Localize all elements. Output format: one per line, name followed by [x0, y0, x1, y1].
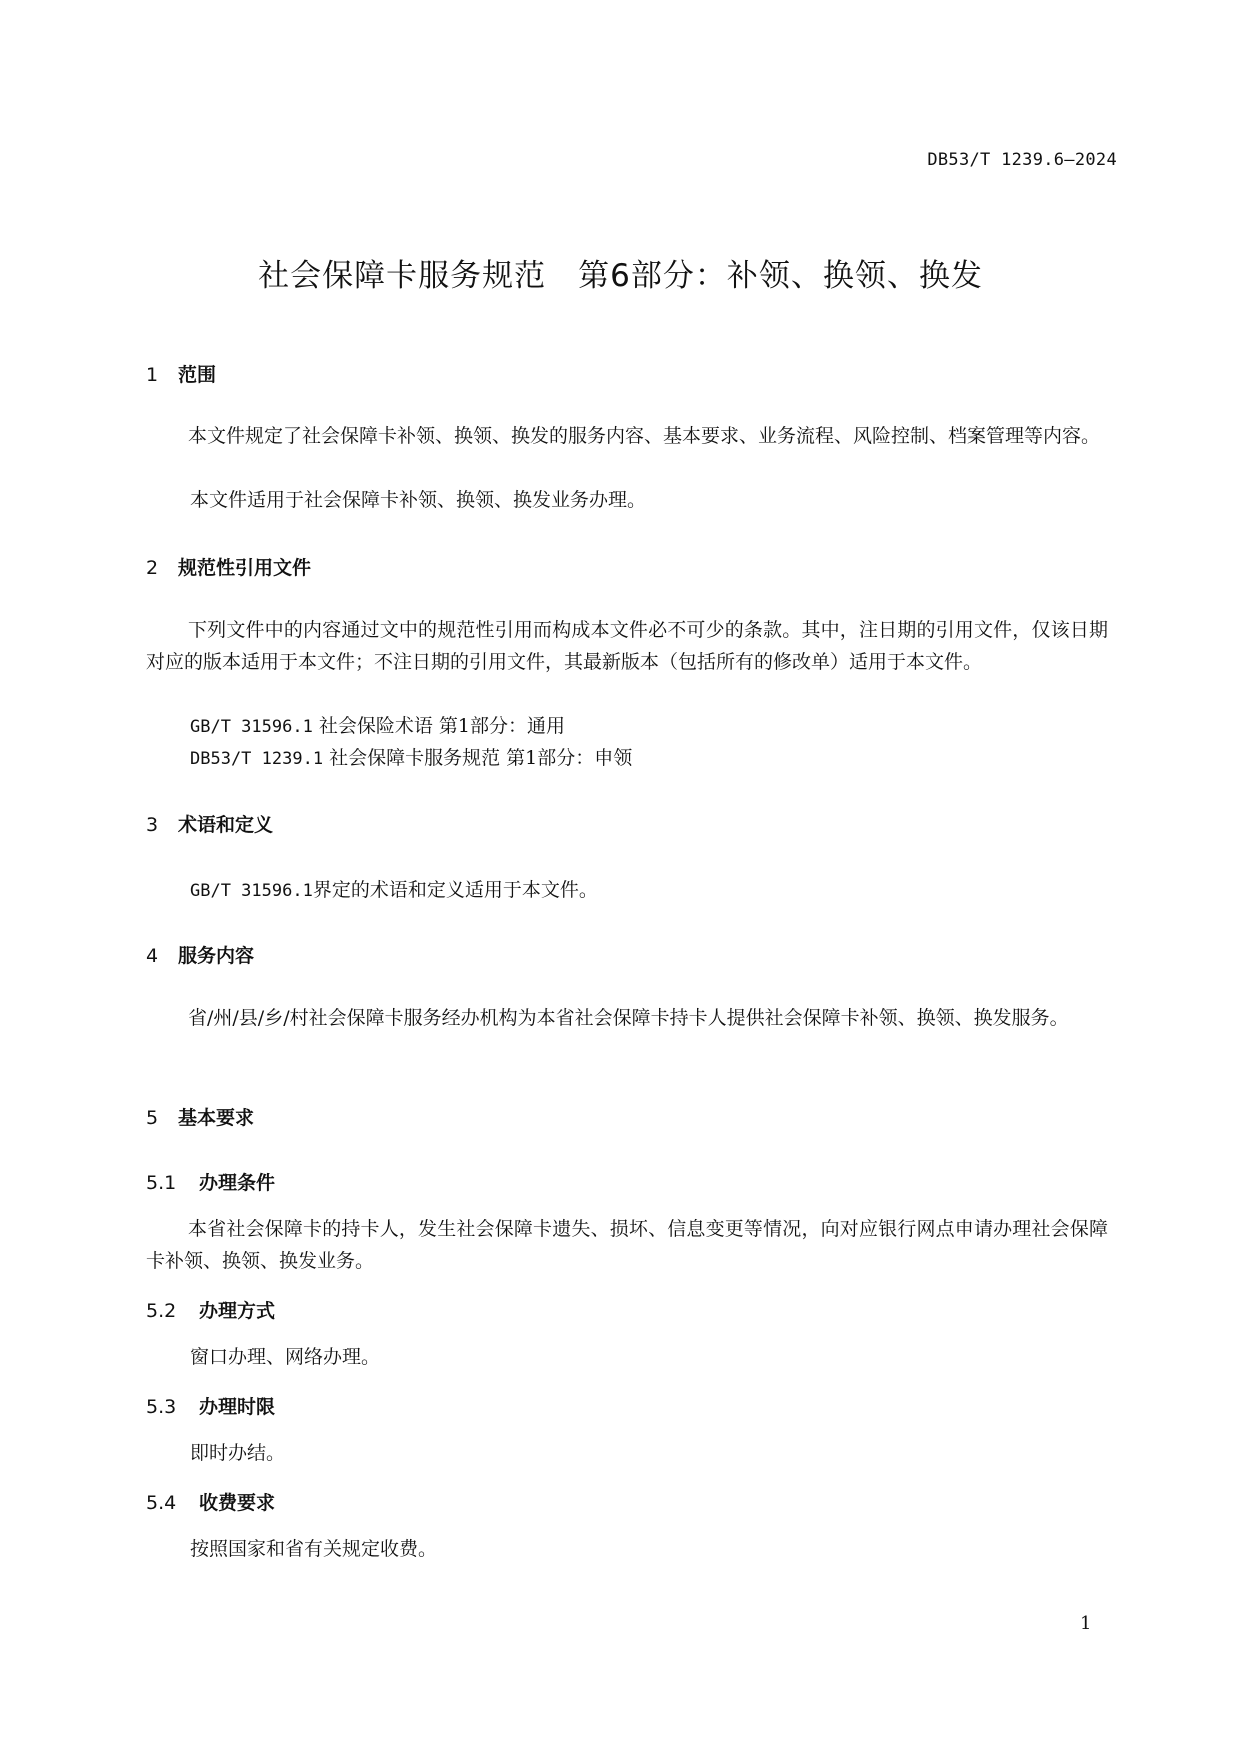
section-title: 规范性引用文件 — [178, 557, 312, 579]
section-number: 3 — [146, 814, 159, 836]
section-number: 5.1 — [146, 1172, 177, 1194]
section-number: 2 — [146, 557, 159, 579]
section-number: 5.3 — [146, 1396, 177, 1418]
section-5-heading — [146, 1103, 254, 1130]
section-5-4-heading — [146, 1488, 275, 1515]
section-3-heading — [146, 810, 273, 837]
section-5-4-paragraph: 按照国家和省有关规定收费。 — [190, 1538, 438, 1560]
section-2-heading — [146, 553, 311, 580]
reference-title: 社会保障卡服务规范 第1部分：申领 — [329, 747, 633, 769]
section-5-2-paragraph: 窗口办理、网络办理。 — [190, 1346, 381, 1368]
section-4-heading — [146, 941, 254, 968]
section-number: 1 — [146, 364, 159, 386]
section-5-1-heading — [146, 1168, 275, 1195]
section-3-paragraph-1 — [190, 874, 598, 907]
section-1-heading — [146, 360, 216, 387]
section-title: 办理方式 — [199, 1300, 276, 1322]
section-1-paragraph-2: 本文件适用于社会保障卡补领、换领、换发业务办理。 — [190, 489, 647, 511]
section-title: 术语和定义 — [178, 814, 274, 836]
section-2-paragraph-1: 下列文件中的内容通过文中的规范性引用而构成本文件必不可少的条款。其中，注日期的引用文件，仅该日期对应的版本适用于本文件；不注日期的引用文件，其最新版本（包括所有的修改单）适用于本文件。 — [146, 619, 1108, 673]
page-number: 1 — [1080, 1613, 1092, 1634]
reference-code: GB/T 31596.1 — [190, 881, 313, 901]
document-title: 社会保障卡服务规范 第6部分：补领、换领、换发 — [258, 258, 983, 294]
section-number: 5.2 — [146, 1300, 177, 1322]
section-5-3-paragraph: 即时办结。 — [190, 1442, 286, 1464]
document-code: DB53/T 1239.6—2024 — [927, 150, 1117, 170]
section-title: 范围 — [178, 364, 217, 386]
section-5-2-heading — [146, 1296, 275, 1323]
paragraph-text: 界定的术语和定义适用于本文件。 — [312, 879, 598, 901]
section-1-paragraph-1: 本文件规定了社会保障卡补领、换领、换发的服务内容、基本要求、业务流程、风险控制、档案管理等内容。 — [188, 425, 1101, 447]
section-title: 收费要求 — [199, 1492, 276, 1514]
reference-title: 社会保险术语 第1部分：通用 — [318, 715, 566, 737]
section-title: 办理时限 — [199, 1396, 276, 1418]
section-number: 5 — [146, 1107, 159, 1129]
section-number: 4 — [146, 945, 159, 967]
reference-code: GB/T 31596.1 — [190, 717, 313, 737]
section-4-paragraph-1: 省/州/县/乡/村社会保障卡服务经办机构为本省社会保障卡持卡人提供社会保障卡补领、换领、换发服务。 — [188, 1007, 1069, 1029]
section-5-3-heading — [146, 1392, 275, 1419]
reference-1 — [190, 710, 565, 743]
section-title: 基本要求 — [178, 1107, 255, 1129]
section-number: 5.4 — [146, 1492, 177, 1514]
reference-code: DB53/T 1239.1 — [190, 749, 324, 769]
reference-2 — [190, 742, 632, 775]
section-title: 服务内容 — [178, 945, 255, 967]
section-5-1-paragraph: 本省社会保障卡的持卡人，发生社会保障卡遗失、损坏、信息变更等情况，向对应银行网点申请办理社会保障卡补领、换领、换发业务。 — [146, 1218, 1108, 1272]
section-title: 办理条件 — [199, 1172, 276, 1194]
